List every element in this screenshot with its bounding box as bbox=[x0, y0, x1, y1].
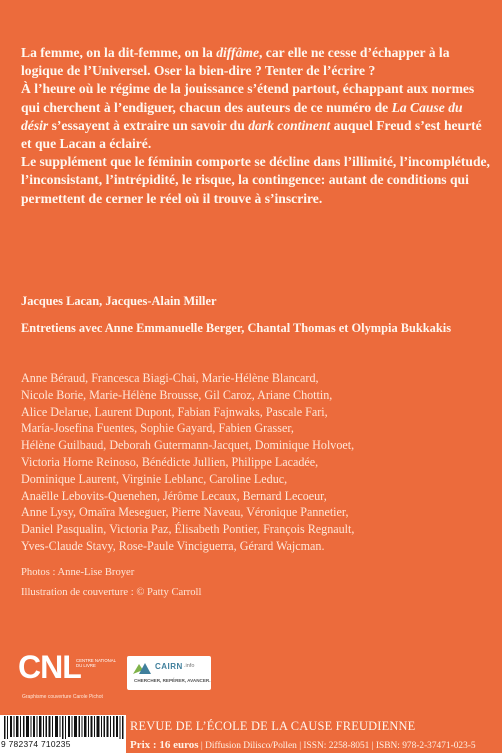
illustration-credit: Illustration de couverture : © Patty Carroll bbox=[21, 587, 202, 598]
photo-credit: Photos : Anne-Lise Broyer bbox=[21, 567, 135, 578]
distribution-info: | Diffusion Dilisco/Pollen | ISSN: 2258-8051 | ISBN: 978-2-37471-023-5 bbox=[198, 741, 476, 751]
blurb-text: , car elle ne cesse d’échapper à la logique de l’Universel. Oser la bien-dire ? Tenter de l’écrire ? bbox=[21, 45, 450, 79]
barcode-number: 9 782374 710235 bbox=[1, 739, 71, 749]
cnl-subtitle: CENTRE NATIONAL DU LIVRE bbox=[76, 658, 116, 668]
blurb-text: auquel Freud s’est heurté et que Lacan a éclairé. bbox=[21, 117, 482, 152]
journal-name: REVUE DE L’ÉCOLE DE LA CAUSE FREUDIENNE bbox=[130, 719, 416, 733]
blurb-text: s’essayent à extraire un savoir du bbox=[48, 117, 249, 133]
contributors-list bbox=[21, 370, 491, 555]
cairn-logo bbox=[127, 656, 211, 690]
cairn-tagline: CHERCHER, REPÉRER, AVANCER. bbox=[134, 678, 211, 683]
cnl-wordmark: CNL bbox=[18, 649, 81, 685]
cairn-suffix: .info bbox=[184, 663, 195, 669]
blurb-text: À l’heure où le régime de la jouissance s’étend partout, échappant aux normes qui cherchent à l’endiguer, chacun des auteurs de ce numéro de bbox=[21, 81, 475, 115]
blurb-text: La femme, on la dit-femme, on la bbox=[21, 45, 217, 60]
journal-title: La Cause du désir bbox=[21, 99, 463, 133]
blurb-italic: dark continent bbox=[248, 117, 331, 133]
contributors-line: Nicole Borie, Marie-Hélène Brousse, Gil Caroz, Ariane Chottin, bbox=[21, 387, 333, 402]
blurb-paragraph-2 bbox=[21, 80, 491, 153]
contributors-line: Yves-Claude Stavy, Rose-Paule Vinciguerra, Gérard Wajcman. bbox=[21, 538, 325, 553]
contributors-line: Daniel Pasqualin, Victoria Paz, Élisabeth Pontier, François Regnault, bbox=[21, 522, 355, 537]
cairn-wordmark: CAIRN bbox=[155, 662, 183, 671]
cnl-logo bbox=[18, 650, 116, 698]
contributors-line: María-Josefina Fuentes, Sophie Gayard, Fabien Grasser, bbox=[21, 421, 294, 436]
isbn-barcode bbox=[0, 715, 126, 753]
interviews-line: Entretiens avec Anne Emmanuelle Berger, Chantal Thomas et Olympia Bukkakis bbox=[21, 321, 452, 335]
contributors-line: Dominique Laurent, Virginie Leblanc, Caroline Leduc, bbox=[21, 471, 288, 486]
contributors-line: Victoria Horne Reinoso, Bénédicte Jullien, Philippe Lacadée, bbox=[21, 454, 319, 469]
cover-design-credit: Graphisme couverture Carole Pichot bbox=[22, 694, 103, 700]
contributors-line: Anne Lysy, Omaïra Meseguer, Pierre Naveau, Véronique Pannetier, bbox=[21, 505, 349, 520]
price-line bbox=[130, 739, 476, 751]
price-label: Prix : 16 euros bbox=[130, 739, 199, 751]
back-cover-blurb bbox=[21, 44, 491, 208]
contributors-line: Anne Béraud, Francesca Biagi-Chai, Marie-Hélène Blancard, bbox=[21, 371, 319, 385]
main-authors: Jacques Lacan, Jacques-Alain Miller bbox=[21, 294, 217, 308]
blurb-italic: diffâme bbox=[216, 45, 259, 60]
contributors-line: Anaëlle Lebovits-Quenehen, Jérôme Lecaux, Bernard Lecoeur, bbox=[21, 488, 327, 503]
contributors-line: Alice Delarue, Laurent Dupont, Fabian Fajnwaks, Pascale Fari, bbox=[21, 404, 328, 419]
blurb-paragraph-1 bbox=[21, 44, 491, 80]
blurb-paragraph-3: Le supplément que le féminin comporte se décline dans l’illimité, l’incomplétude, l’inconsistant, l’intrépidité, le risque, la contingence: autant de conditions qui permettent de cerner le réel où il trouve à s’inscrire. bbox=[21, 154, 490, 206]
contributors-line: Hélène Guilbaud, Deborah Gutermann-Jacquet, Dominique Holvoet, bbox=[21, 438, 355, 453]
cairn-mountain-icon bbox=[133, 662, 153, 674]
barcode-icon bbox=[0, 715, 126, 739]
credits bbox=[21, 563, 481, 603]
